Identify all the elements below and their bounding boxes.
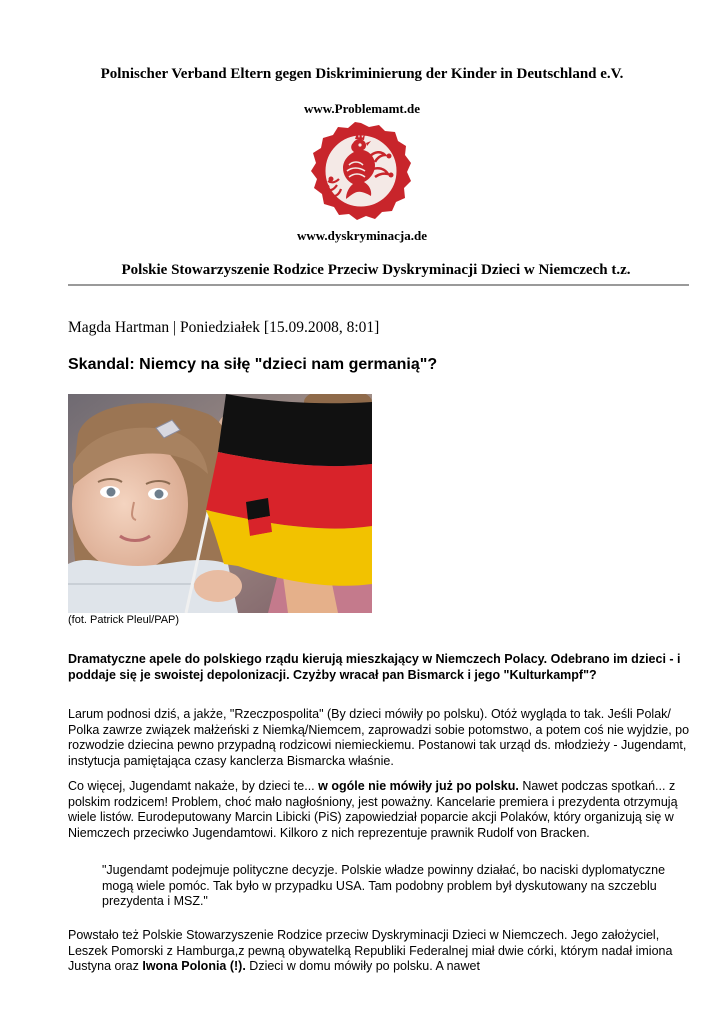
- paragraph-4-emphasis: Iwona Polonia (!).: [142, 959, 246, 973]
- article-paragraph-1: Larum podnosi dziś, a jakże, "Rzeczpospolita" (By dzieci mówiły po polsku). Otóż wygląda to tak. Jeśli Polak/ Polka zawrze związek małżeński z Niemką/Niemcem, zaprowadzi sobie potomstwo, a potem coś nie wyjdzie, po rozwodzie dziecina pewno przypadną rodzicowi niemieckiemu. Postanowi tak urząd ds. młodzieży - Jugendamt, instytucja pamiętająca czasy kanclerza Bismarcka właśnie.: [68, 707, 690, 768]
- paragraph-4-text-a: Powstało też Polskie Stowarzyszenie Rodzice przeciw Dyskryminacji Dzieci w Niemczech. Jego założyciel, Leszek Pomorski z Hamburga,z pewną obywatelką Republiki Federalnej miał dwie córki, którym nadał imiona Justyna oraz: [68, 928, 673, 973]
- seal-emblem-icon: [309, 121, 414, 221]
- article-blockquote: "Jugendamt podejmuje polityczne decyzje. Polskie władze powinny działać, bo naciski dyplomatyczne mogą wiele pomóc. Tak było w przypadku USA. Tam podobny problem był dyskutowany na szczeblu prezydenta i MSZ.": [102, 863, 666, 908]
- photo-child-with-flag-image: [68, 394, 372, 613]
- association-seal-logo: [309, 121, 414, 221]
- website-link-problemamt[interactable]: www.Problemamt.de: [303, 101, 421, 116]
- article-headline: Skandal: Niemcy na siłę "dzieci nam germanią"?: [68, 356, 438, 373]
- paragraph-4-text-b: Dzieci w domu mówiły po polsku. A nawet: [245, 959, 480, 973]
- article-paragraph-4: [68, 928, 698, 975]
- org-name-polish: Polskie Stowarzyszenie Rodzice Przeciw Dyskryminacji Dzieci w Niemczech t.z.: [121, 262, 631, 278]
- article-photo: [68, 394, 372, 613]
- org-name-german: Polnischer Verband Eltern gegen Diskriminierung der Kinder in Deutschland e.V.: [100, 66, 624, 82]
- paragraph-2-text-a: Co więcej, Jugendamt nakaże, by dzieci te...: [68, 779, 319, 793]
- article-paragraph-2: [68, 779, 698, 841]
- paragraph-2-text-b: Nawet podczas spotkań... z polskim rodzicem! Problem, choć mało nagłośniony, jest poważny. Kancelarie premiera i prezydenta otrzymują wiele listów. Eurodeputowany Marcin Libicki (PiS) zapowiedział poparcie akcji Polaków, który organizują się w Niemczech przeciwko Jugendamtowi. Kilkoro z nich reprezentuje prawnik Rudolf von Bracken.: [68, 779, 678, 840]
- article-lead: Dramatyczne apele do polskiego rządu kierują mieszkający w Niemczech Polacy. Odebrano im dzieci - i poddaje się je swoistej depolonizacji. Czyżby wracał pan Bismarck i jego "Kulturkampf"?: [68, 652, 681, 682]
- article-byline: Magda Hartman | Poniedziałek [15.09.2008, 8:01]: [68, 319, 380, 336]
- header-divider: [68, 284, 689, 286]
- website-link-dyskryminacja[interactable]: www.dyskryminacja.de: [296, 228, 427, 243]
- paragraph-2-emphasis: w ogóle nie mówiły już po polsku.: [318, 779, 519, 793]
- photo-caption: (fot. Patrick Pleul/PAP): [68, 614, 180, 626]
